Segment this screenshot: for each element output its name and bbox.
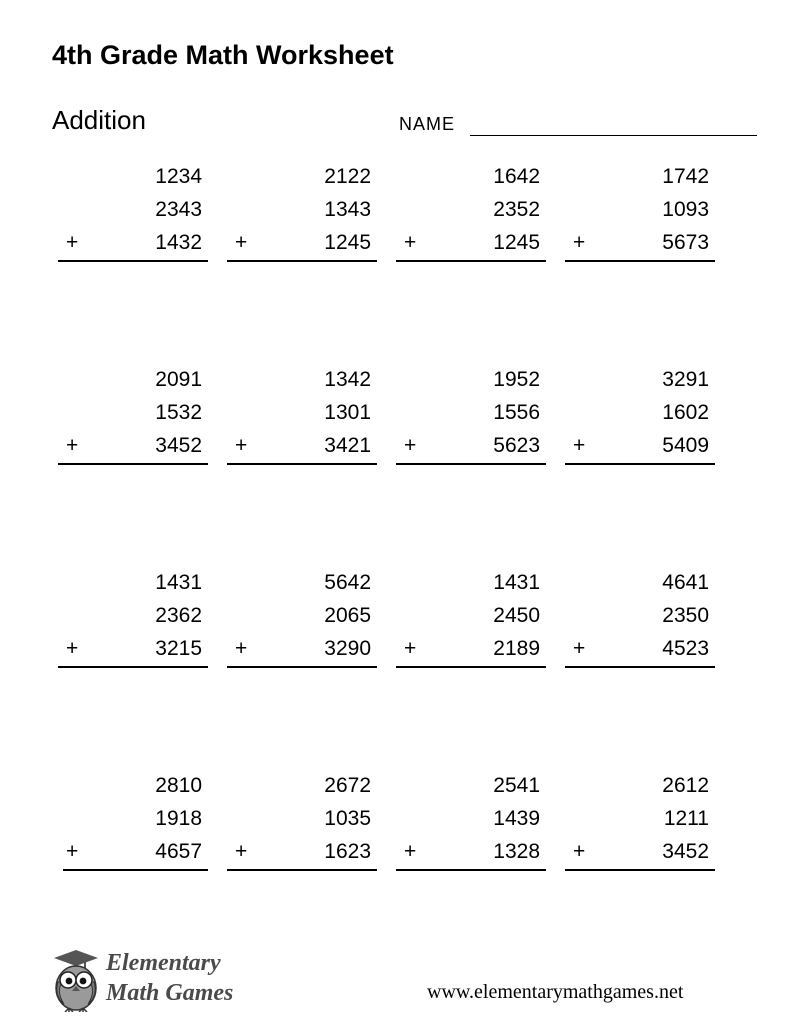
addend-value: 1301 [324,401,371,424]
addend-value: 2362 [155,604,202,627]
problem-item [565,160,715,262]
addend-value: 1234 [155,165,202,188]
addend-value: 3290 [324,637,371,660]
problem-last-line [565,226,715,259]
problem-last-line [227,632,377,665]
logo-text [106,948,233,1008]
problem-item [58,566,208,668]
problem-item [396,566,546,668]
addend-value: 1532 [155,401,202,424]
addend-value: 5409 [662,434,709,457]
site-logo[interactable] [48,938,278,1013]
plus-operator: + [66,434,79,457]
problem-item [565,769,715,871]
addend-value: 2810 [155,774,202,797]
problem-last-line [58,835,208,868]
addend-value: 1742 [662,165,709,188]
problem-last-line [227,226,377,259]
addend-value: 4641 [662,571,709,594]
plus-operator: + [404,840,417,863]
plus-operator: + [66,231,79,254]
problem-last-line [396,226,546,259]
addend-value: 1918 [155,807,202,830]
addend-value: 1093 [662,198,709,221]
problem-last-line [396,835,546,868]
problem-last-line [396,429,546,462]
answer-rule [565,666,715,668]
addend-value: 4523 [662,637,709,660]
addend-value: 2352 [493,198,540,221]
problem-item [565,566,715,668]
addend-value: 1556 [493,401,540,424]
answer-rule [58,666,208,668]
page-title: 4th Grade Math Worksheet [52,40,394,70]
addend-value: 2122 [324,165,371,188]
addend-value: 1642 [493,165,540,188]
problem-last-line [58,226,208,259]
problem-item [396,363,546,465]
problem-row [0,363,800,566]
addend-value: 1439 [493,807,540,830]
problem-last-line [565,835,715,868]
addend-value: 1245 [324,231,371,254]
addend-value: 1602 [662,401,709,424]
problem-item [227,566,377,668]
plus-operator: + [66,840,79,863]
answer-rule [396,463,546,465]
addend-value: 1952 [493,368,540,391]
answer-rule [227,869,377,871]
addend-value: 1432 [155,231,202,254]
problem-item [227,769,377,871]
plus-operator: + [235,434,248,457]
addend-value: 1343 [324,198,371,221]
problem-last-line [565,429,715,462]
addend-value: 3291 [662,368,709,391]
problem-item [227,160,377,262]
plus-operator: + [404,637,417,660]
problem-item [565,363,715,465]
problem-item [58,363,208,465]
addend-value: 2612 [662,774,709,797]
answer-rule [227,666,377,668]
answer-rule [58,260,208,262]
answer-rule [396,666,546,668]
addend-value: 2065 [324,604,371,627]
problem-item [396,160,546,262]
answer-rule [396,869,546,871]
plus-operator: + [66,637,79,660]
logo-line-1: Elementary [106,950,221,976]
addend-value: 5673 [662,231,709,254]
plus-operator: + [573,231,586,254]
problem-item [58,769,208,871]
problem-row [0,160,800,363]
answer-rule [227,260,377,262]
plus-operator: + [235,840,248,863]
problem-item [58,160,208,262]
problem-last-line [58,632,208,665]
problem-last-line [58,429,208,462]
answer-rule [63,869,209,871]
logo-line-2: Math Games [106,980,234,1006]
problem-item [227,363,377,465]
problem-last-line [227,835,377,868]
addend-value: 2672 [324,774,371,797]
problem-last-line [396,632,546,665]
answer-rule [396,260,546,262]
answer-rule [565,869,715,871]
answer-rule [58,463,208,465]
plus-operator: + [573,840,586,863]
plus-operator: + [573,637,586,660]
addend-value: 4657 [155,840,202,863]
addend-value: 2450 [493,604,540,627]
answer-rule [565,260,715,262]
addend-value: 1431 [155,571,202,594]
addend-value: 1328 [493,840,540,863]
problem-last-line [227,429,377,462]
answer-rule [565,463,715,465]
addend-value: 3421 [324,434,371,457]
addend-value: 5623 [493,434,540,457]
name-label: NAME [399,114,456,134]
addend-value: 2343 [155,198,202,221]
plus-operator: + [235,637,248,660]
section-title: Addition [52,105,146,135]
owl-icon [48,942,104,1012]
plus-operator: + [404,434,417,457]
addend-value: 3452 [155,434,202,457]
addend-value: 2541 [493,774,540,797]
answer-rule [227,463,377,465]
problem-last-line [565,632,715,665]
addend-value: 1623 [324,840,371,863]
name-input-line[interactable] [470,135,757,136]
addend-value: 5642 [324,571,371,594]
addend-value: 1342 [324,368,371,391]
addend-value: 3452 [662,840,709,863]
plus-operator: + [573,434,586,457]
problem-row [0,566,800,769]
addend-value: 1035 [324,807,371,830]
addend-value: 2091 [155,368,202,391]
site-url[interactable]: www.elementarymathgames.net [427,981,684,1003]
plus-operator: + [404,231,417,254]
plus-operator: + [235,231,248,254]
addend-value: 1431 [493,571,540,594]
addend-value: 2189 [493,637,540,660]
addend-value: 1245 [493,231,540,254]
problem-item [396,769,546,871]
addend-value: 1211 [663,807,709,830]
addend-value: 2350 [662,604,709,627]
addend-value: 3215 [155,637,202,660]
problem-grid [0,160,800,972]
